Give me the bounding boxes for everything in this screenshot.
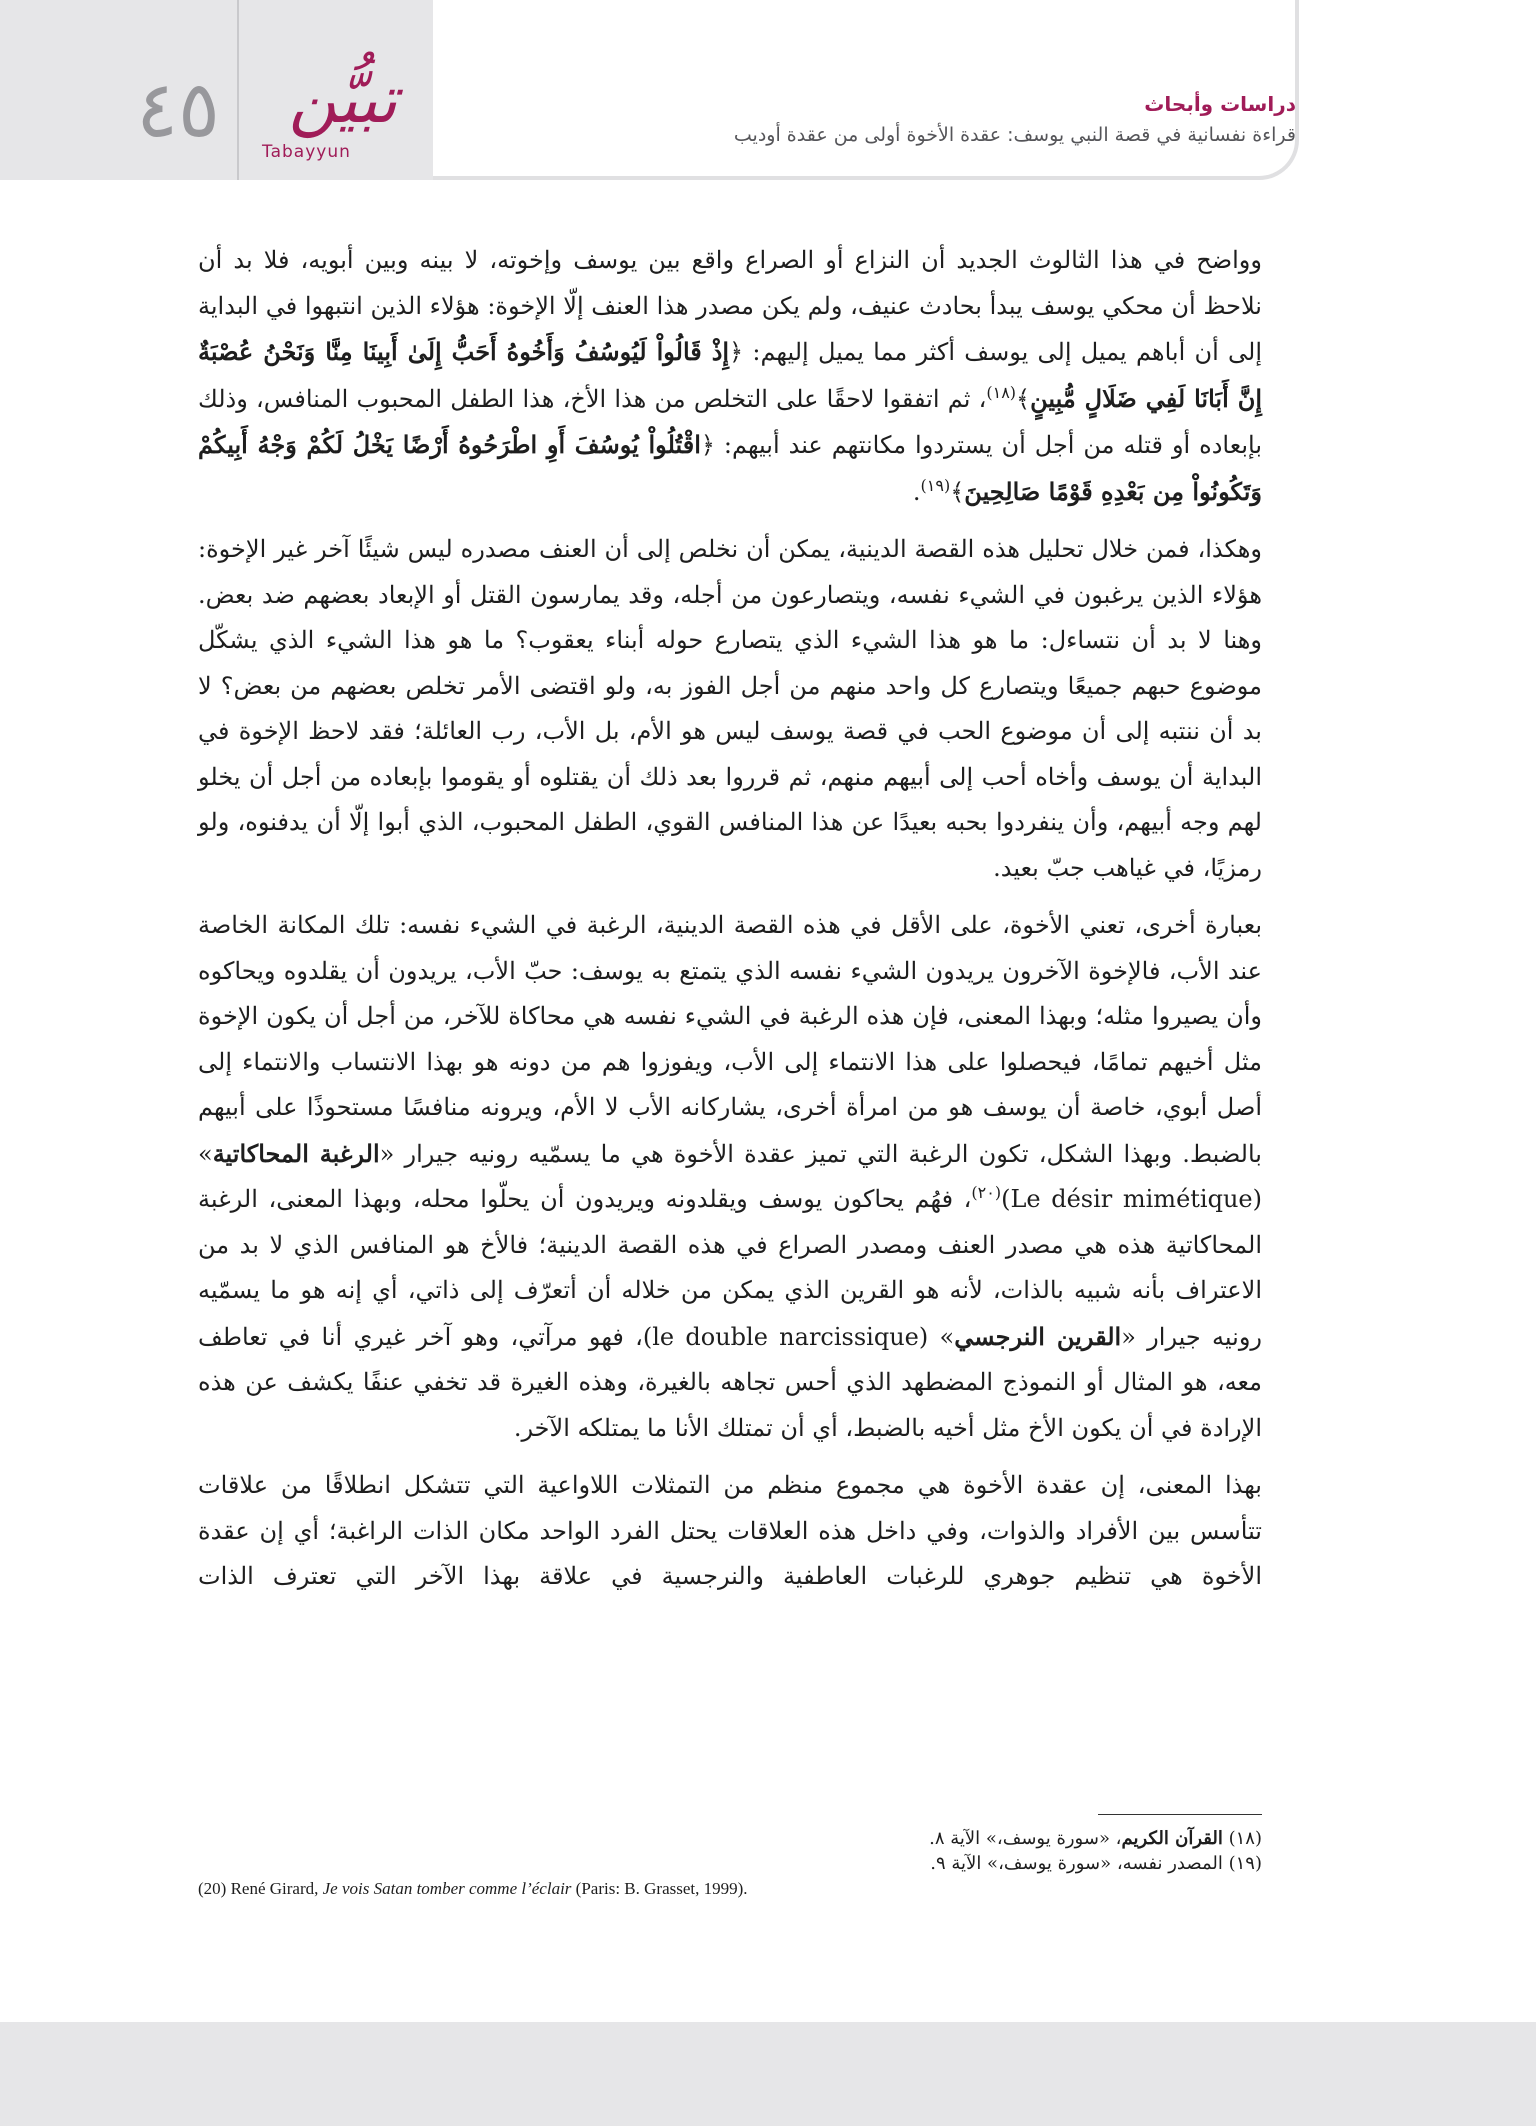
quran-verse-1: إِذْ قَالُواْ لَيُوسُفُ وَأَخُوهُ أَحَبُّ إِلَىٰ أَبِينَا مِنَّا وَنَحْنُ عُصْبَةٌ إِنَّ أَبَانَا لَفِي ضَلَالٍ مُّبِينٍ xyxy=(198,337,1262,413)
journal-logo: تبيُّن xyxy=(288,61,398,138)
footnotes xyxy=(198,1826,1262,1901)
header-frame xyxy=(433,0,1299,180)
header-divider xyxy=(237,0,239,180)
journal-logo-latin: Tabayyun xyxy=(262,142,351,162)
footnote-19: (١٩) المصدر نفسه، «سورة يوسف،» الآية ٩. xyxy=(930,1853,1262,1874)
footnote-18: (١٨) القرآن الكريم، «سورة يوسف،» الآية ٨. xyxy=(929,1828,1262,1849)
term-mimetic-desire: الرغبة المحاكاتية xyxy=(212,1138,380,1168)
footnote-ref-18[interactable]: (١٨) xyxy=(986,382,1017,402)
section-label: دراسات وأبحاث xyxy=(1144,92,1296,116)
paragraph-4: بهذا المعنى، إن عقدة الأخوة هي مجموع منظم من التمثلات اللاواعية التي تتشكل انطلاقًا من علاقات تتأسس بين الأفراد والذوات، وفي داخل هذه العلاقات يحتل الفرد الواحد مكان الذات الراغبة؛ أي إن عقدة الأخوة هي تنظيم جوهري للرغبات العاطفية والنرجسية في علاقة بهذا الآخر التي تعترف الذات xyxy=(198,1471,1262,1590)
quran-verse-2: اقْتُلُواْ يُوسُفَ أَوِ اطْرَحُوهُ أَرْضًا يَخْلُ لَكُمْ وَجْهُ أَبِيكُمْ وَتَكُونُواْ مِن بَعْدِهِ قَوْمًا صَالِحِينَ xyxy=(198,430,1262,506)
term-narcissistic-double: القرين النرجسي xyxy=(954,1321,1122,1351)
page-number: ٤٥ xyxy=(136,65,220,155)
footnote-20: (20) René Girard, Je vois Satan tomber comme l’éclair (Paris: B. Grasset, 1999). xyxy=(198,1879,748,1898)
paragraph-2: وهكذا، فمن خلال تحليل هذه القصة الدينية، يمكن أن نخلص إلى أن العنف مصدره ليس شيئًا آخر غير الإخوة: هؤلاء الذين يرغبون في الشيء نفسه، ويتصارعون من أجله، وقد يمارسون القتل أو الإبعاد بعضهم ضد بعض. وهنا لا بد أن نتساءل: ما هو هذا الشيء الذي يتصارع حوله أبناء يعقوب؟ ما هو هذا الشيء الذي يشكّل موضوع حبهم جميعًا ويتصارع كل واحد منهم من أجل الفوز به، ولو اقتضى الأمر تخلص بعضهم من بعض؟ لا بد أن ننتبه إلى أن موضوع الحب في قصة يوسف ليس هو الأم، بل الأب، رب العائلة؛ فقد لاحظ الإخوة في البداية أن يوسف وأخاه أحب إلى أبيهم منهم، ثم قرروا بعد ذلك أن يقتلوه أو يقوموا بإبعاده من أجل أن يخلو لهم وجه أبيهم، وأن ينفردوا بحبه بعيدًا عن هذا المنافس القوي، الطفل المحبوب، الذي أبوا إلّا أن يدفنوه، ولو رمزيًا، في غياهب جبّ بعيد. xyxy=(198,535,1262,882)
paragraph-3: بعبارة أخرى، تعني الأخوة، على الأقل في هذه القصة الدينية، الرغبة في الشيء نفسه: تلك المكانة الخاصة عند الأب، فالإخوة الآخرون يريدون الشيء نفسه الذي يتمتع به يوسف: حبّ الأب، يريدون أن يقلدوه ويحاكوه وأن يصيروا مثله؛ وبهذا المعنى، فإن هذه الرغبة في الشيء نفسه هي محاكاة للآخر، من أجل أن يكون الإخوة مثل أخيهم تمامًا، فيحصلوا على هذا الانتماء إلى الأب، ويفوزوا هم من دونه هو بهذا الانتساب والانتماء إلى أصل أبوي، خاصة أن يوسف هو من امرأة أخرى، يشاركانه الأب لا الأم، ويرونه منافسًا مستحوذًا على أبيهم بالضبط. وبهذا الشكل، تكون الرغبة التي تميز عقدة الأخوة هي ما يسمّيه رونيه جيرار «الرغبة المحاكاتية» (Le désir mimétique)$^{(٢٠)}$، فهُم يحاكون يوسف ويقلدونه ويريدون أن يحلّوا محله، وبهذا المعنى، الرغبة المحاكاتية هذه هي مصدر العنف ومصدر الصراع في هذه القصة الدينية؛ فالأخ هو المنافس الذي لا بد من الاعتراف بأنه شبيه بالذات، لأنه هو القرين الذي يمكن من خلاله أن أتعرّف إلى ذاتي، أي إنه هو ما يسمّيه رونيه جيرار «القرين النرجسي» (le double narcissique)، فهو مرآتي، وهو آخر غيري أنا في تعاطف معه، هو المثال أو النموذج المضطهد الذي أحس تجاهه بالغيرة، وهذه الغيرة قد تخفي عنفًا يكشف عن هذه الإرادة في أن يكون الأخ مثل أخيه بالضبط، أي أن تمتلك الأنا ما يمتلكه الآخر. xyxy=(198,911,1262,1442)
footnote-ref-19[interactable]: (١٩) xyxy=(920,475,951,495)
paragraph-1: وواضح في هذا الثالوث الجديد أن النزاع أو الصراع واقع بين يوسف وإخوته، لا بينه وبين أبويه، فلا بد أن نلاحظ أن محكي يوسف يبدأ بحادث عنيف، ولم يكن مصدر هذا العنف إلّا الإخوة: هؤلاء الذين انتبهوا في البداية إلى أن أباهم يميل إلى يوسف أكثر مما يميل إليهم: ﴿إِذْ قَالُواْ لَيُوسُفُ وَأَخُوهُ أَحَبُّ إِلَىٰ أَبِينَا مِنَّا وَنَحْنُ عُصْبَةٌ إِنَّ أَبَانَا لَفِي ضَلَالٍ مُّبِينٍ﴾$^{(١٨)}$، ثم اتفقوا لاحقًا على التخلص من هذا الأخ، هذا الطفل المحبوب المنافس، وذلك بإبعاده أو قتله من أجل أن يستردوا مكانتهم عند أبيهم: ﴿اقْتُلُواْ يُوسُفَ أَوِ اطْرَحُوهُ أَرْضًا يَخْلُ لَكُمْ وَجْهُ أَبِيكُمْ وَتَكُونُواْ مِن بَعْدِهِ قَوْمًا صَالِحِينَ﴾$^{(١٩)}$. xyxy=(198,246,1262,506)
footnote-ref-20[interactable]: (٢٠) xyxy=(971,1183,1002,1202)
article-body xyxy=(198,238,1262,1612)
running-title: قراءة نفسانية في قصة النبي يوسف: عقدة الأخوة أولى من عقدة أوديب xyxy=(733,124,1296,146)
footnote-divider xyxy=(1098,1814,1262,1815)
page-footer-band xyxy=(0,2022,1536,2126)
